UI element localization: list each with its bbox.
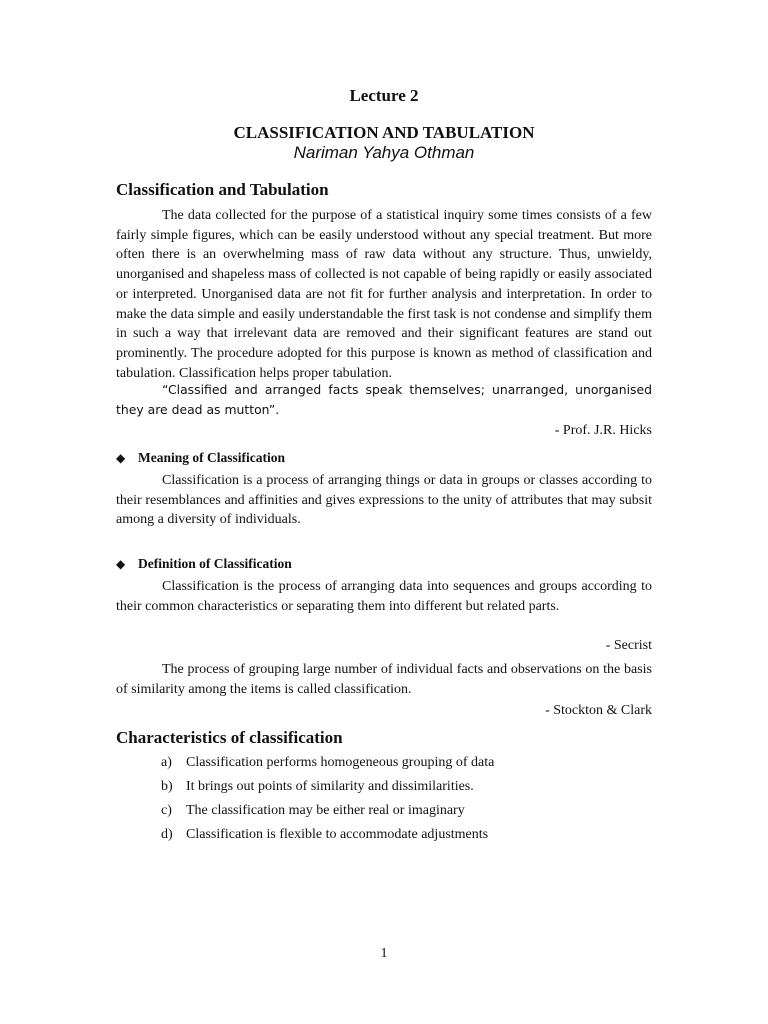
page-number: 1: [380, 946, 388, 961]
definition-paragraph-secrist: Classification is the process of arranging data into sequences and groups according to their common characteristics or separating them into different but related parts.: [116, 579, 652, 614]
list-item: [161, 801, 494, 825]
intro-paragraph: The data collected for the purpose of a statistical inquiry some times consists of a few fairly simple figures, which can be easily understood without any special treatment. But more often there is an overwhelming mass of raw data without any structure. Thus, unwieldy, unorganised and shapeless mass of collected is not capable of being rapidly or easily associated or interpreted. Unorganised data are not fit for further analysis and interpretation. In order to make the data simple and easily understandable the first task is not condense and simplify them in such a way that irrelevant data are removed and their significant features are stand out prominently. The procedure adopted for this purpose is known as method of classification and tabulation. Classification helps proper tabulation.: [116, 208, 652, 381]
list-item: [161, 777, 494, 801]
section-heading-characteristics: Characteristics of classification: [116, 728, 343, 747]
author-name: Nariman Yahya Othman: [293, 143, 475, 162]
definition-heading-label: Definition of Classification: [138, 556, 292, 571]
list-item-text: The classification may be either real or imaginary: [186, 803, 465, 818]
stockton-clark-attribution: - Stockton & Clark: [545, 703, 652, 718]
diamond-bullet-icon: ◆: [116, 451, 126, 465]
hicks-quote: “Classified and arranged facts speak themselves; unarranged, unorganised they are dead as mutton”.: [116, 382, 652, 417]
lecture-label: Lecture 2: [349, 86, 419, 105]
list-item-text: Classification is flexible to accommodate adjustments: [186, 827, 489, 842]
meaning-heading: [116, 450, 285, 466]
list-marker: c): [161, 803, 172, 818]
list-marker: b): [161, 779, 173, 794]
list-marker: d): [161, 827, 173, 842]
definition-paragraph-stockton: The process of grouping large number of individual facts and observations on the basis of similarity among the items is called classification.: [116, 662, 652, 697]
list-item: [161, 753, 494, 777]
section-heading-classification-tabulation: Classification and Tabulation: [116, 180, 329, 199]
list-item-text: Classification performs homogeneous grouping of data: [186, 755, 495, 770]
characteristics-list: [161, 753, 494, 849]
meaning-heading-label: Meaning of Classification: [138, 450, 285, 465]
secrist-attribution: - Secrist: [605, 638, 652, 653]
list-marker: a): [161, 755, 172, 770]
list-item: [161, 825, 494, 849]
document-title: CLASSIFICATION AND TABULATION: [233, 123, 535, 142]
definition-heading: [116, 556, 292, 572]
meaning-paragraph: Classification is a process of arranging things or data in groups or classes according to their resemblances and affinities and gives expressions to the unity of attributes that may subsit among a diversity of individuals.: [116, 473, 652, 528]
list-item-text: It brings out points of similarity and dissimilarities.: [186, 779, 474, 794]
diamond-bullet-icon: ◆: [116, 557, 126, 571]
quote-attribution: - Prof. J.R. Hicks: [554, 423, 652, 438]
